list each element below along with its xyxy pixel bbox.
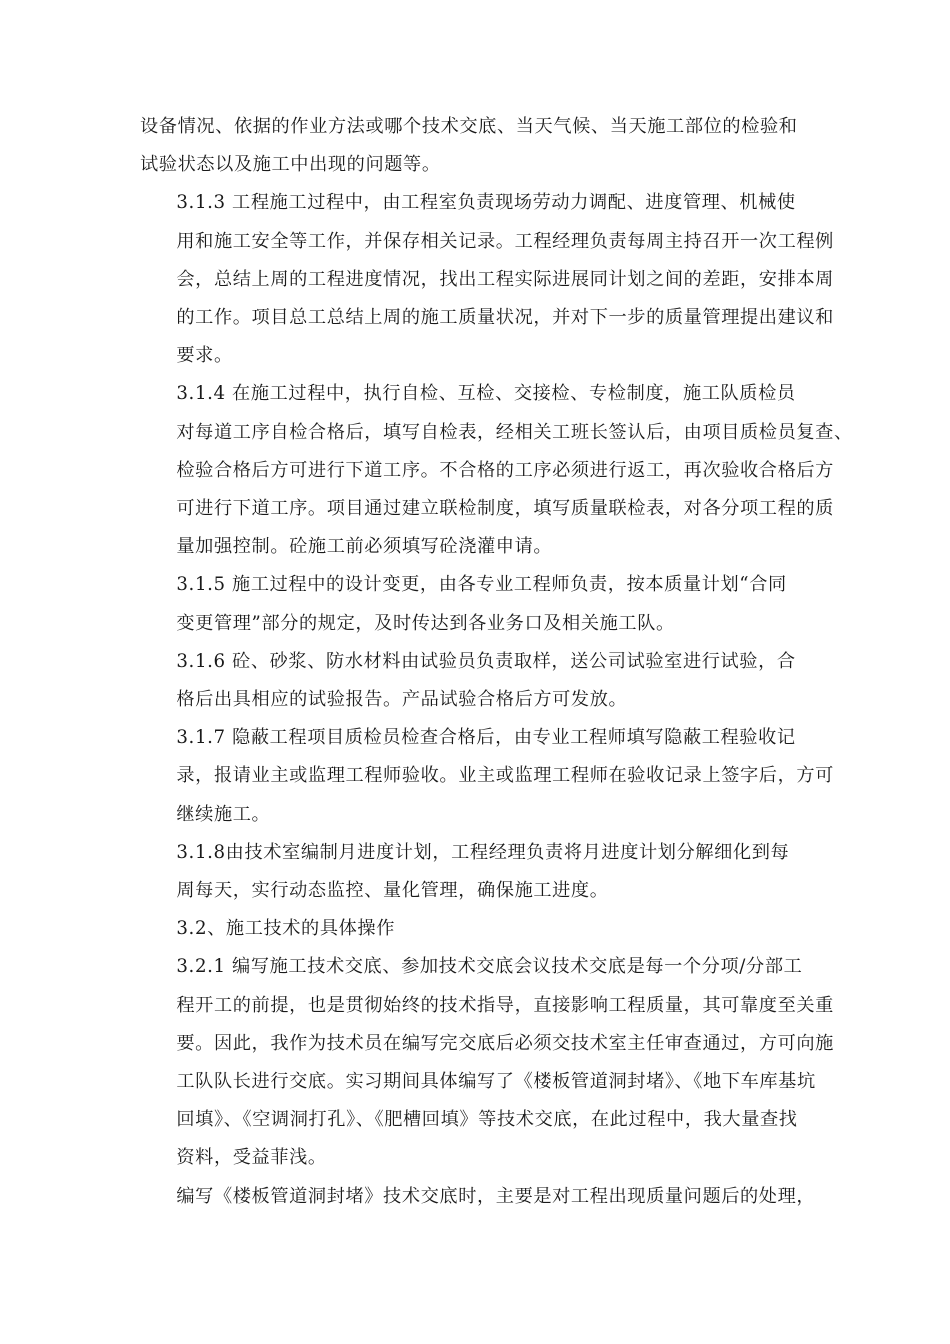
paragraph-3-1-5 bbox=[140, 566, 825, 642]
text-line: 3.1.4 在施工过程中，执行自检、互检、交接检、专检制度，施工队质检员 bbox=[176, 383, 796, 405]
text-line: 可进行下道工序。项目通过建立联检制度，填写质量联检表，对各分项工程的质 bbox=[176, 498, 834, 520]
document-body bbox=[140, 108, 853, 1216]
text-line: 格后出具相应的试验报告。产品试验合格后方可发放。 bbox=[176, 689, 628, 711]
text-line: 的工作。项目总工总结上周的施工质量状况，并对下一步的质量管理提出建议和 bbox=[176, 307, 834, 329]
text-line: 编写《楼板管道洞封堵》技术交底时，主要是对工程出现质量问题后的处理， bbox=[176, 1185, 816, 1207]
text-line: 工队队长进行交底。实习期间具体编写了《楼板管道洞封堵》、《地下车库基坑 bbox=[176, 1071, 816, 1093]
text-line: 变更管理”部分的规定，及时传达到各业务口及相关施工队。 bbox=[176, 612, 675, 634]
text-line: 回填》、《空调洞打孔》、《肥槽回填》等技术交底，在此过程中，我大量查找 bbox=[176, 1109, 798, 1131]
text-line: 量加强控制。砼施工前必须填写砼浇灌申请。 bbox=[176, 536, 553, 558]
paragraph-3-1-8 bbox=[140, 834, 825, 910]
text-line: 3.1.6 砼、砂浆、防水材料由试验员负责取样，送公司试验室进行试验，合 bbox=[176, 650, 796, 672]
paragraph-3-2-1 bbox=[140, 948, 834, 1177]
text-line: 设备情况、依据的作业方法或哪个技术交底、当天气候、当天施工部位的检验和 bbox=[140, 116, 798, 137]
text-line: 资料，受益菲浅。 bbox=[176, 1147, 327, 1169]
paragraph-3-1-6 bbox=[140, 643, 825, 719]
paragraph-3-1-3 bbox=[140, 184, 834, 375]
text-line: 录，报请业主或监理工程师验收。业主或监理工程师在验收记录上签字后，方可 bbox=[176, 765, 834, 787]
text-line: 试验状态以及施工中出现的问题等。 bbox=[140, 154, 441, 176]
text-line: 3.1.3 工程施工过程中，由工程室负责现场劳动力调配、进度管理、机械使 bbox=[176, 192, 796, 214]
paragraph-continuation bbox=[140, 108, 825, 184]
text-line: 用和施工安全等工作，并保存相关记录。工程经理负责每周主持召开一次工程例 bbox=[176, 230, 834, 252]
text-line: 周每天，实行动态监控、量化管理，确保施工进度。 bbox=[176, 880, 609, 902]
text-line: 3.1.5 施工过程中的设计变更，由各专业工程师负责，按本质量计划“合同 bbox=[176, 574, 787, 596]
text-line: 要。因此，我作为技术员在编写完交底后必须交技术室主任审查通过，方可向施 bbox=[176, 1032, 834, 1054]
text-line: 检验合格后方可进行下道工序。不合格的工序必须进行返工，再次验收合格后方 bbox=[176, 459, 834, 481]
text-line: 3.1.7 隐蔽工程项目质检员检查合格后，由专业工程师填写隐蔽工程验收记 bbox=[176, 727, 796, 749]
text-line: 会，总结上周的工程进度情况，找出工程实际进展同计划之间的差距，安排本周 bbox=[176, 268, 834, 290]
text-line: 对每道工序自检合格后，填写自检表，经相关工班长签认后，由项目质检员复查、 bbox=[176, 421, 853, 443]
paragraph-last bbox=[140, 1178, 825, 1216]
text-line: 要求。 bbox=[176, 345, 233, 367]
text-line: 程开工的前提，也是贯彻始终的技术指导，直接影响工程质量，其可靠度至关重 bbox=[176, 994, 834, 1016]
text-line: 3.2.1 编写施工技术交底、参加技术交底会议技术交底是每一个分项/分部工 bbox=[176, 956, 803, 978]
text-line: 3.2、施工技术的具体操作 bbox=[176, 918, 395, 940]
paragraph-3-1-4 bbox=[140, 375, 853, 566]
paragraph-3-1-7 bbox=[140, 719, 834, 834]
text-line: 3.1.8由技术室编制月进度计划，工程经理负责将月进度计划分解细化到每 bbox=[176, 841, 790, 863]
text-line: 继续施工。 bbox=[176, 803, 271, 825]
paragraph-3-2 bbox=[140, 910, 825, 948]
